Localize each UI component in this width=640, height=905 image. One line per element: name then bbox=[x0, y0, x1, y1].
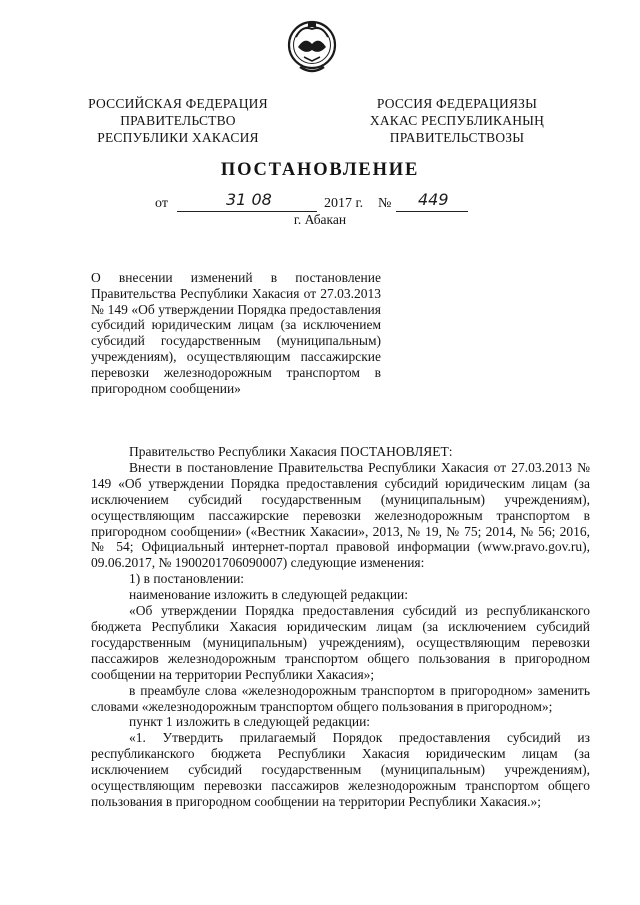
header-right-line: ПРАВИТЕЛЬСТВОЗЫ bbox=[389, 130, 525, 145]
header-right-khakas bbox=[352, 95, 562, 146]
body-paragraph: «Об утверждении Порядка предоставления субсидий из республиканского бюджета Республики Хакасия юридическим лицам (за исключением субсидий государственным (муниципальным) учреждениям), осуществляющим перевозки пассажиров железнодорожным транспортом общего пользования в пригородном сообщении на территории Республики Хакасия»; bbox=[91, 603, 590, 682]
header-left-russian bbox=[78, 95, 278, 146]
number-sign: № bbox=[378, 196, 392, 211]
body-paragraph: «1. Утвердить прилагаемый Порядок предоставления субсидий из республиканского бюджета Республики Хакасия юридическим лицам (за исключением субсидий государственным (муниципальным) учреждениям), осуществляющим перевозки пассажиров железнодорожным транспортом общего пользования в пригородном сообщении на территории Республики Хакасия.»; bbox=[91, 730, 590, 809]
header-right-line: РОССИЯ ФЕДЕРАЦИЯЗЫ bbox=[376, 96, 538, 111]
body-paragraph: наименование изложить в следующей редакции: bbox=[129, 587, 409, 603]
body-paragraph: Правительство Республики Хакасия ПОСТАНОВЛЯЕТ: bbox=[129, 444, 453, 459]
resolution-body bbox=[91, 444, 590, 810]
body-paragraph: 1) в постановлении: bbox=[129, 571, 245, 587]
resolution-subject: О внесении изменений в постановление Правительства Республики Хакасия от 27.03.2013 № 149 «Об утверждении Порядка предоставления субсидий юридическим лицам (за исключением субсидий государственным (муниципальным) учреждениям), осуществляющим пассажирские перевозки железнодорожным транспортом в пригородном сообщении» bbox=[91, 270, 381, 396]
document-title: ПОСТАНОВЛЕНИЕ bbox=[220, 160, 420, 180]
body-paragraph: в преамбуле слова «железнодорожным транспортом в пригородном» заменить словами «железнодорожным транспортом общего пользования в пригородном»; bbox=[91, 682, 590, 714]
body-paragraph: Внести в постановление Правительства Республики Хакасия от 27.03.2013 № 149 «Об утверждении Порядка предоставления субсидий юридическим лицам (за исключением субсидий государственным (муниципальным) учреждениям), осуществляющим пассажирские перевозки железнодорожным транспортом в пригородном сообщении» («Вестник Хакасии», 2013, № 19, № 75; 2014, № 56; 2016, № 54; Официальный интернет-портал правовой информации (www.pravo.gov.ru), 09.06.2017, № 1900201706090007) следующие изменения: bbox=[91, 459, 590, 571]
header-left-line: РЕСПУБЛИКИ ХАКАСИЯ bbox=[97, 130, 259, 145]
handwritten-date: 31 08 bbox=[226, 190, 272, 209]
year-label: 2017 г. bbox=[324, 196, 364, 211]
handwritten-number: 449 bbox=[418, 190, 449, 209]
header-left-line: РОССИЙСКАЯ ФЕДЕРАЦИЯ bbox=[88, 96, 268, 111]
city-label: г. Абакан bbox=[293, 212, 347, 227]
coat-of-arms-emblem bbox=[286, 17, 338, 79]
date-from-label: от bbox=[155, 196, 168, 211]
header-left-line: ПРАВИТЕЛЬСТВО bbox=[120, 113, 236, 128]
body-paragraph: пункт 1 изложить в следующей редакции: bbox=[129, 714, 371, 730]
header-right-line: ХАКАС РЕСПУБЛИКАНЫҢ bbox=[369, 113, 545, 128]
